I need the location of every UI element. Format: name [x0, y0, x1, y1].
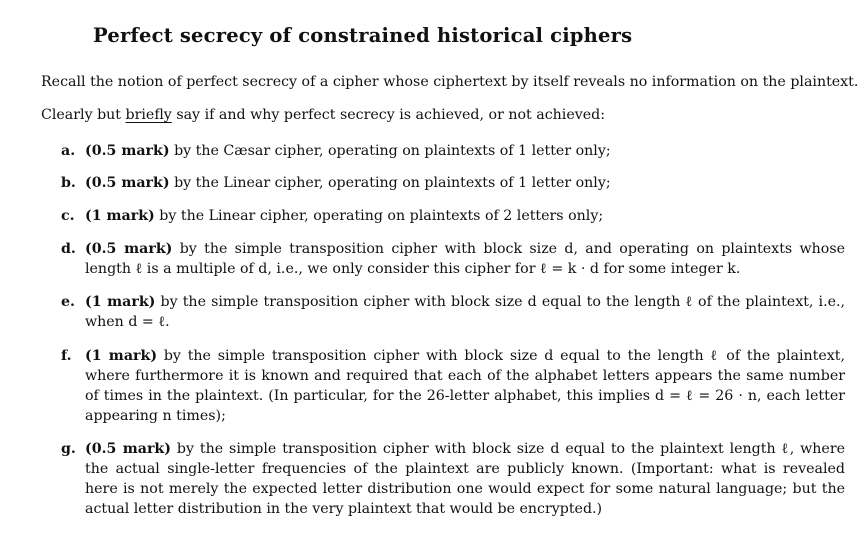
item-text: by the Linear cipher, operating on plaintexts of 1 letter only;: [169, 175, 611, 191]
item-label: c.: [61, 208, 75, 224]
question-item-e: [61, 292, 845, 332]
item-text: by the Linear cipher, operating on plaintexts of 2 letters only;: [154, 208, 604, 224]
item-label: d.: [61, 241, 76, 257]
item-mark: (1 mark): [85, 208, 155, 224]
instruction-after: say if and why perfect secrecy is achieved, or not achieved:: [171, 107, 606, 123]
item-text: by the Cæsar cipher, operating on plaintexts of 1 letter only;: [169, 143, 611, 159]
question-item-c: [61, 206, 845, 226]
item-text: by the simple transposition cipher with block size d equal to the plaintext length ℓ, where the actual single-letter frequencies of the plaintext are publicly known. (Important: what is revealed here is not merely the expected letter distribution one would expect for some natural language; but the actual letter distribution in the very plaintext that would be encrypted.): [85, 441, 845, 517]
item-mark: (0.5 mark): [85, 143, 170, 159]
item-mark: (1 mark): [85, 348, 158, 364]
item-text: by the simple transposition cipher with block size d equal to the length ℓ of the plaintext, where furthermore it is known and required that each of the alphabet letters appears the same number of times in the plaintext. (In particular, for the 26-letter alphabet, this implies d = ℓ = 26 · n, each letter appearing n times);: [85, 348, 845, 424]
item-text: by the simple transposition cipher with block size d equal to the length ℓ of the plaintext, i.e., when d = ℓ.: [85, 294, 845, 330]
item-label: b.: [61, 175, 76, 191]
item-label: a.: [61, 143, 76, 159]
question-item-a: [61, 141, 845, 161]
question-item-f: [61, 346, 845, 426]
item-text: by the simple transposition cipher with block size d, and operating on plaintexts whose length ℓ is a multiple of d, i.e., we only consider this cipher for ℓ = k · d for some integer k.: [85, 241, 845, 277]
item-label: f.: [61, 348, 72, 364]
item-label: e.: [61, 294, 75, 310]
question-item-b: [61, 173, 845, 193]
instruction-emphasis: briefly: [125, 107, 172, 123]
question-item-d: [61, 239, 845, 279]
instruction-paragraph: [41, 107, 605, 123]
item-mark: (0.5 mark): [85, 175, 170, 191]
intro-paragraph: Recall the notion of perfect secrecy of a cipher whose ciphertext by itself reveals no information on the plaintext.: [41, 74, 859, 90]
item-label: g.: [61, 441, 76, 457]
item-mark: (1 mark): [85, 294, 156, 310]
page-title: Perfect secrecy of constrained historical ciphers: [93, 24, 633, 47]
instruction-before: Clearly but: [41, 107, 126, 123]
item-mark: (0.5 mark): [85, 241, 173, 257]
question-item-g: [61, 439, 845, 519]
item-mark: (0.5 mark): [85, 441, 171, 457]
